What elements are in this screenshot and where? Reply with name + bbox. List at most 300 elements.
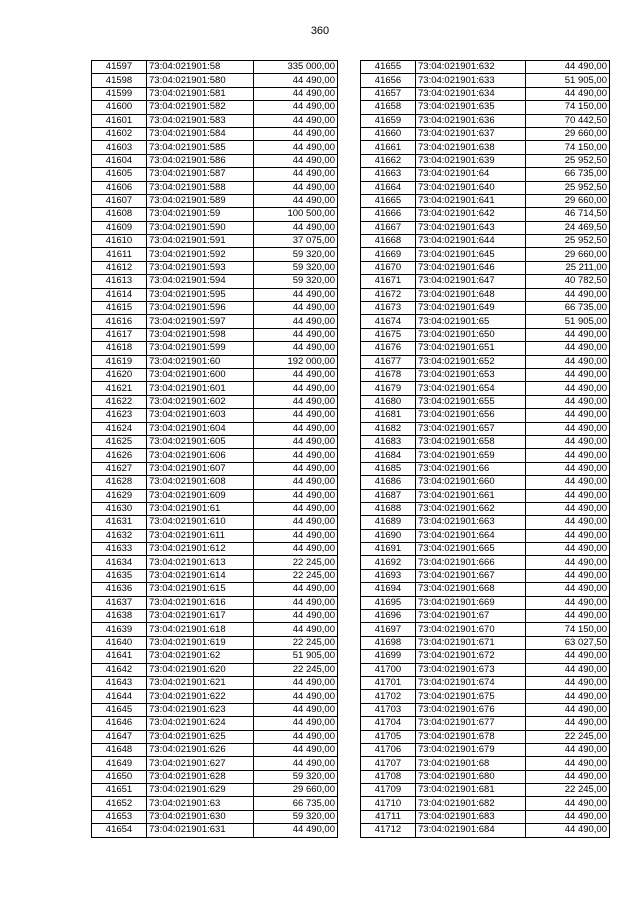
cadastral-number: 73:04:021901:590 bbox=[147, 221, 254, 234]
table-row bbox=[92, 114, 338, 127]
cadastral-number: 73:04:021901:585 bbox=[147, 141, 254, 154]
table-row bbox=[92, 476, 338, 489]
cadastral-value: 59 320,00 bbox=[254, 770, 338, 783]
row-number: 41667 bbox=[361, 221, 416, 234]
cadastral-number: 73:04:021901:665 bbox=[416, 543, 526, 556]
table-row bbox=[92, 703, 338, 716]
cadastral-number: 73:04:021901:586 bbox=[147, 154, 254, 167]
cadastral-value: 44 490,00 bbox=[526, 676, 610, 689]
cadastral-number: 73:04:021901:591 bbox=[147, 235, 254, 248]
cadastral-number: 73:04:021901:67 bbox=[416, 610, 526, 623]
cadastral-number: 73:04:021901:659 bbox=[416, 449, 526, 462]
cadastral-value: 44 490,00 bbox=[526, 610, 610, 623]
table-row bbox=[92, 596, 338, 609]
cadastral-value: 22 245,00 bbox=[254, 556, 338, 569]
row-number: 41660 bbox=[361, 127, 416, 140]
cadastral-number: 73:04:021901:682 bbox=[416, 797, 526, 810]
table-row bbox=[92, 154, 338, 167]
cadastral-value: 44 490,00 bbox=[254, 449, 338, 462]
cadastral-number: 73:04:021901:616 bbox=[147, 596, 254, 609]
row-number: 41696 bbox=[361, 610, 416, 623]
cadastral-number: 73:04:021901:623 bbox=[147, 703, 254, 716]
table-row bbox=[361, 168, 610, 181]
table-row bbox=[361, 154, 610, 167]
cadastral-number: 73:04:021901:581 bbox=[147, 87, 254, 100]
cadastral-value: 44 490,00 bbox=[254, 583, 338, 596]
table-row bbox=[361, 502, 610, 515]
cadastral-value: 22 245,00 bbox=[254, 569, 338, 582]
row-number: 41683 bbox=[361, 435, 416, 448]
row-number: 41629 bbox=[92, 489, 147, 502]
cadastral-number: 73:04:021901:633 bbox=[416, 74, 526, 87]
cadastral-value: 44 490,00 bbox=[526, 516, 610, 529]
cadastral-value: 44 490,00 bbox=[526, 743, 610, 756]
row-number: 41639 bbox=[92, 623, 147, 636]
row-number: 41688 bbox=[361, 502, 416, 515]
table-row bbox=[361, 315, 610, 328]
cadastral-value: 44 490,00 bbox=[254, 382, 338, 395]
row-number: 41625 bbox=[92, 435, 147, 448]
cadastral-value: 44 490,00 bbox=[254, 502, 338, 515]
cadastral-value: 44 490,00 bbox=[254, 543, 338, 556]
cadastral-value: 44 490,00 bbox=[526, 328, 610, 341]
table-row bbox=[92, 730, 338, 743]
cadastral-value: 44 490,00 bbox=[526, 435, 610, 448]
table-row bbox=[92, 690, 338, 703]
cadastral-value: 59 320,00 bbox=[254, 275, 338, 288]
cadastral-number: 73:04:021901:608 bbox=[147, 476, 254, 489]
table-row bbox=[361, 302, 610, 315]
cadastral-number: 73:04:021901:592 bbox=[147, 248, 254, 261]
row-number: 41698 bbox=[361, 636, 416, 649]
cadastral-value: 44 490,00 bbox=[254, 302, 338, 315]
table-row bbox=[92, 810, 338, 823]
table-row bbox=[361, 288, 610, 301]
cadastral-value: 29 660,00 bbox=[526, 248, 610, 261]
cadastral-number: 73:04:021901:66 bbox=[416, 462, 526, 475]
cadastral-number: 73:04:021901:609 bbox=[147, 489, 254, 502]
cadastral-number: 73:04:021901:668 bbox=[416, 583, 526, 596]
cadastral-value: 44 490,00 bbox=[526, 663, 610, 676]
page-number: 360 bbox=[310, 25, 330, 37]
cadastral-value: 22 245,00 bbox=[254, 636, 338, 649]
table-row bbox=[361, 676, 610, 689]
row-number: 41646 bbox=[92, 717, 147, 730]
cadastral-number: 73:04:021901:584 bbox=[147, 127, 254, 140]
table-row bbox=[92, 650, 338, 663]
cadastral-value: 44 490,00 bbox=[254, 690, 338, 703]
row-number: 41712 bbox=[361, 824, 416, 837]
table-row bbox=[92, 101, 338, 114]
cadastral-number: 73:04:021901:650 bbox=[416, 328, 526, 341]
table-row bbox=[361, 489, 610, 502]
row-number: 41649 bbox=[92, 757, 147, 770]
cadastral-number: 73:04:021901:660 bbox=[416, 476, 526, 489]
row-number: 41615 bbox=[92, 302, 147, 315]
table-row bbox=[361, 757, 610, 770]
cadastral-value: 44 490,00 bbox=[254, 101, 338, 114]
cadastral-number: 73:04:021901:661 bbox=[416, 489, 526, 502]
cadastral-value: 44 490,00 bbox=[254, 435, 338, 448]
table-row bbox=[361, 127, 610, 140]
cadastral-number: 73:04:021901:587 bbox=[147, 168, 254, 181]
table-row bbox=[361, 770, 610, 783]
cadastral-value: 44 490,00 bbox=[254, 395, 338, 408]
table-row bbox=[92, 516, 338, 529]
cadastral-number: 73:04:021901:673 bbox=[416, 663, 526, 676]
table-row bbox=[92, 168, 338, 181]
table-row bbox=[92, 569, 338, 582]
cadastral-number: 73:04:021901:625 bbox=[147, 730, 254, 743]
cadastral-value: 44 490,00 bbox=[526, 703, 610, 716]
row-number: 41679 bbox=[361, 382, 416, 395]
row-number: 41648 bbox=[92, 743, 147, 756]
row-number: 41604 bbox=[92, 154, 147, 167]
cadastral-number: 73:04:021901:684 bbox=[416, 824, 526, 837]
table-row bbox=[361, 248, 610, 261]
table-row bbox=[92, 502, 338, 515]
table-row bbox=[92, 717, 338, 730]
table-row bbox=[92, 288, 338, 301]
cadastral-value: 25 952,50 bbox=[526, 235, 610, 248]
row-number: 41597 bbox=[92, 61, 147, 74]
table-row bbox=[361, 235, 610, 248]
cadastral-value: 44 490,00 bbox=[526, 569, 610, 582]
cadastral-value: 44 490,00 bbox=[526, 368, 610, 381]
row-number: 41603 bbox=[92, 141, 147, 154]
cadastral-number: 73:04:021901:640 bbox=[416, 181, 526, 194]
table-row bbox=[92, 583, 338, 596]
row-number: 41620 bbox=[92, 368, 147, 381]
cadastral-value: 44 490,00 bbox=[254, 610, 338, 623]
cadastral-number: 73:04:021901:671 bbox=[416, 636, 526, 649]
cadastral-number: 73:04:021901:597 bbox=[147, 315, 254, 328]
table-row bbox=[361, 516, 610, 529]
row-number: 41709 bbox=[361, 784, 416, 797]
table-row bbox=[361, 529, 610, 542]
row-number: 41659 bbox=[361, 114, 416, 127]
row-number: 41611 bbox=[92, 248, 147, 261]
cadastral-value: 66 735,00 bbox=[254, 797, 338, 810]
table-row bbox=[361, 422, 610, 435]
table-row bbox=[92, 529, 338, 542]
cadastral-value: 44 490,00 bbox=[254, 181, 338, 194]
cadastral-value: 44 490,00 bbox=[254, 127, 338, 140]
table-row bbox=[361, 261, 610, 274]
cadastral-value: 74 150,00 bbox=[526, 623, 610, 636]
table-row bbox=[361, 650, 610, 663]
row-number: 41691 bbox=[361, 543, 416, 556]
table-row bbox=[361, 101, 610, 114]
cadastral-number: 73:04:021901:620 bbox=[147, 663, 254, 676]
cadastral-number: 73:04:021901:655 bbox=[416, 395, 526, 408]
table-row bbox=[92, 824, 338, 837]
cadastral-number: 73:04:021901:679 bbox=[416, 743, 526, 756]
row-number: 41701 bbox=[361, 676, 416, 689]
cadastral-number: 73:04:021901:621 bbox=[147, 676, 254, 689]
table-row bbox=[92, 181, 338, 194]
cadastral-value: 44 490,00 bbox=[254, 489, 338, 502]
cadastral-value: 44 490,00 bbox=[254, 676, 338, 689]
row-number: 41643 bbox=[92, 676, 147, 689]
row-number: 41621 bbox=[92, 382, 147, 395]
table-row bbox=[92, 74, 338, 87]
row-number: 41622 bbox=[92, 395, 147, 408]
cadastral-number: 73:04:021901:604 bbox=[147, 422, 254, 435]
row-number: 41618 bbox=[92, 342, 147, 355]
table-row bbox=[361, 328, 610, 341]
row-number: 41682 bbox=[361, 422, 416, 435]
row-number: 41693 bbox=[361, 569, 416, 582]
row-number: 41652 bbox=[92, 797, 147, 810]
row-number: 41623 bbox=[92, 409, 147, 422]
row-number: 41702 bbox=[361, 690, 416, 703]
row-number: 41671 bbox=[361, 275, 416, 288]
cadastral-value: 70 442,50 bbox=[526, 114, 610, 127]
cadastral-number: 73:04:021901:663 bbox=[416, 516, 526, 529]
cadastral-number: 73:04:021901:681 bbox=[416, 784, 526, 797]
row-number: 41628 bbox=[92, 476, 147, 489]
cadastral-number: 73:04:021901:624 bbox=[147, 717, 254, 730]
table-row bbox=[361, 194, 610, 207]
row-number: 41607 bbox=[92, 194, 147, 207]
row-number: 41708 bbox=[361, 770, 416, 783]
cadastral-number: 73:04:021901:632 bbox=[416, 61, 526, 74]
cadastral-number: 73:04:021901:58 bbox=[147, 61, 254, 74]
cadastral-value: 51 905,00 bbox=[526, 315, 610, 328]
row-number: 41670 bbox=[361, 261, 416, 274]
table-row bbox=[361, 556, 610, 569]
table-row bbox=[92, 797, 338, 810]
cadastral-value: 44 490,00 bbox=[254, 141, 338, 154]
row-number: 41601 bbox=[92, 114, 147, 127]
cadastral-number: 73:04:021901:648 bbox=[416, 288, 526, 301]
cadastral-number: 73:04:021901:657 bbox=[416, 422, 526, 435]
table-row bbox=[92, 275, 338, 288]
cadastral-value: 44 490,00 bbox=[254, 368, 338, 381]
cadastral-number: 73:04:021901:651 bbox=[416, 342, 526, 355]
cadastral-number: 73:04:021901:588 bbox=[147, 181, 254, 194]
table-row bbox=[92, 208, 338, 221]
cadastral-value: 44 490,00 bbox=[526, 583, 610, 596]
cadastral-value: 44 490,00 bbox=[526, 61, 610, 74]
table-row bbox=[92, 422, 338, 435]
row-number: 41641 bbox=[92, 650, 147, 663]
row-number: 41704 bbox=[361, 717, 416, 730]
cadastral-value: 44 490,00 bbox=[526, 342, 610, 355]
table-row bbox=[361, 476, 610, 489]
row-number: 41680 bbox=[361, 395, 416, 408]
table-row bbox=[361, 743, 610, 756]
cadastral-value: 100 500,00 bbox=[254, 208, 338, 221]
cadastral-value: 44 490,00 bbox=[254, 824, 338, 837]
row-number: 41665 bbox=[361, 194, 416, 207]
parcel-table-right bbox=[360, 60, 610, 838]
row-number: 41645 bbox=[92, 703, 147, 716]
cadastral-number: 73:04:021901:634 bbox=[416, 87, 526, 100]
cadastral-value: 44 490,00 bbox=[254, 516, 338, 529]
cadastral-number: 73:04:021901:647 bbox=[416, 275, 526, 288]
cadastral-number: 73:04:021901:602 bbox=[147, 395, 254, 408]
cadastral-number: 73:04:021901:635 bbox=[416, 101, 526, 114]
cadastral-number: 73:04:021901:646 bbox=[416, 261, 526, 274]
table-row bbox=[361, 61, 610, 74]
row-number: 41617 bbox=[92, 328, 147, 341]
cadastral-value: 44 490,00 bbox=[254, 114, 338, 127]
cadastral-value: 44 490,00 bbox=[526, 476, 610, 489]
row-number: 41612 bbox=[92, 261, 147, 274]
row-number: 41681 bbox=[361, 409, 416, 422]
cadastral-number: 73:04:021901:677 bbox=[416, 717, 526, 730]
cadastral-number: 73:04:021901:598 bbox=[147, 328, 254, 341]
table-row bbox=[361, 368, 610, 381]
table-row bbox=[361, 543, 610, 556]
table-row bbox=[361, 596, 610, 609]
row-number: 41627 bbox=[92, 462, 147, 475]
table-row bbox=[361, 583, 610, 596]
row-number: 41676 bbox=[361, 342, 416, 355]
cadastral-value: 29 660,00 bbox=[254, 784, 338, 797]
cadastral-number: 73:04:021901:667 bbox=[416, 569, 526, 582]
cadastral-number: 73:04:021901:627 bbox=[147, 757, 254, 770]
cadastral-number: 73:04:021901:678 bbox=[416, 730, 526, 743]
cadastral-number: 73:04:021901:636 bbox=[416, 114, 526, 127]
table-row bbox=[361, 797, 610, 810]
table-row bbox=[361, 462, 610, 475]
table-row bbox=[361, 208, 610, 221]
row-number: 41635 bbox=[92, 569, 147, 582]
row-number: 41634 bbox=[92, 556, 147, 569]
row-number: 41695 bbox=[361, 596, 416, 609]
table-row bbox=[92, 382, 338, 395]
cadastral-value: 25 952,50 bbox=[526, 181, 610, 194]
row-number: 41697 bbox=[361, 623, 416, 636]
cadastral-number: 73:04:021901:605 bbox=[147, 435, 254, 448]
cadastral-value: 44 490,00 bbox=[526, 770, 610, 783]
cadastral-number: 73:04:021901:610 bbox=[147, 516, 254, 529]
cadastral-value: 44 490,00 bbox=[254, 757, 338, 770]
cadastral-value: 66 735,00 bbox=[526, 302, 610, 315]
cadastral-number: 73:04:021901:654 bbox=[416, 382, 526, 395]
row-number: 41703 bbox=[361, 703, 416, 716]
table-row bbox=[361, 810, 610, 823]
table-row bbox=[92, 663, 338, 676]
cadastral-value: 44 490,00 bbox=[254, 154, 338, 167]
table-row bbox=[92, 127, 338, 140]
cadastral-value: 44 490,00 bbox=[526, 529, 610, 542]
cadastral-value: 44 490,00 bbox=[526, 556, 610, 569]
cadastral-number: 73:04:021901:674 bbox=[416, 676, 526, 689]
cadastral-number: 73:04:021901:639 bbox=[416, 154, 526, 167]
cadastral-number: 73:04:021901:596 bbox=[147, 302, 254, 315]
table-row bbox=[92, 623, 338, 636]
cadastral-number: 73:04:021901:638 bbox=[416, 141, 526, 154]
table-row bbox=[92, 743, 338, 756]
row-number: 41687 bbox=[361, 489, 416, 502]
cadastral-value: 44 490,00 bbox=[254, 409, 338, 422]
cadastral-number: 73:04:021901:628 bbox=[147, 770, 254, 783]
row-number: 41644 bbox=[92, 690, 147, 703]
row-number: 41636 bbox=[92, 583, 147, 596]
table-row bbox=[92, 636, 338, 649]
cadastral-value: 44 490,00 bbox=[254, 596, 338, 609]
cadastral-value: 44 490,00 bbox=[526, 690, 610, 703]
cadastral-value: 44 490,00 bbox=[526, 717, 610, 730]
row-number: 41661 bbox=[361, 141, 416, 154]
row-number: 41619 bbox=[92, 355, 147, 368]
cadastral-number: 73:04:021901:594 bbox=[147, 275, 254, 288]
cadastral-number: 73:04:021901:630 bbox=[147, 810, 254, 823]
row-number: 41656 bbox=[361, 74, 416, 87]
cadastral-value: 29 660,00 bbox=[526, 127, 610, 140]
row-number: 41662 bbox=[361, 154, 416, 167]
cadastral-number: 73:04:021901:580 bbox=[147, 74, 254, 87]
cadastral-number: 73:04:021901:613 bbox=[147, 556, 254, 569]
table-row bbox=[92, 556, 338, 569]
cadastral-number: 73:04:021901:68 bbox=[416, 757, 526, 770]
cadastral-value: 44 490,00 bbox=[254, 328, 338, 341]
cadastral-value: 44 490,00 bbox=[526, 824, 610, 837]
cadastral-value: 59 320,00 bbox=[254, 810, 338, 823]
cadastral-number: 73:04:021901:583 bbox=[147, 114, 254, 127]
table-row bbox=[361, 342, 610, 355]
row-number: 41706 bbox=[361, 743, 416, 756]
table-row bbox=[361, 663, 610, 676]
table-row bbox=[92, 221, 338, 234]
table-row bbox=[361, 449, 610, 462]
cadastral-value: 44 490,00 bbox=[526, 395, 610, 408]
table-row bbox=[92, 87, 338, 100]
row-number: 41686 bbox=[361, 476, 416, 489]
row-number: 41651 bbox=[92, 784, 147, 797]
cadastral-number: 73:04:021901:644 bbox=[416, 235, 526, 248]
cadastral-value: 44 490,00 bbox=[526, 462, 610, 475]
cadastral-value: 59 320,00 bbox=[254, 261, 338, 274]
table-row bbox=[361, 703, 610, 716]
cadastral-value: 25 952,50 bbox=[526, 154, 610, 167]
table-row bbox=[361, 382, 610, 395]
table-row bbox=[92, 395, 338, 408]
cadastral-value: 44 490,00 bbox=[526, 449, 610, 462]
cadastral-value: 44 490,00 bbox=[526, 797, 610, 810]
cadastral-number: 73:04:021901:631 bbox=[147, 824, 254, 837]
cadastral-number: 73:04:021901:64 bbox=[416, 168, 526, 181]
cadastral-number: 73:04:021901:595 bbox=[147, 288, 254, 301]
cadastral-value: 74 150,00 bbox=[526, 101, 610, 114]
table-row bbox=[361, 87, 610, 100]
cadastral-value: 44 490,00 bbox=[526, 288, 610, 301]
table-row bbox=[92, 757, 338, 770]
table-row bbox=[361, 824, 610, 837]
cadastral-value: 44 490,00 bbox=[526, 422, 610, 435]
cadastral-value: 44 490,00 bbox=[526, 502, 610, 515]
table-row bbox=[361, 636, 610, 649]
table-row bbox=[92, 355, 338, 368]
row-number: 41606 bbox=[92, 181, 147, 194]
cadastral-number: 73:04:021901:645 bbox=[416, 248, 526, 261]
cadastral-number: 73:04:021901:593 bbox=[147, 261, 254, 274]
row-number: 41631 bbox=[92, 516, 147, 529]
cadastral-number: 73:04:021901:589 bbox=[147, 194, 254, 207]
cadastral-number: 73:04:021901:600 bbox=[147, 368, 254, 381]
cadastral-value: 37 075,00 bbox=[254, 235, 338, 248]
cadastral-value: 44 490,00 bbox=[254, 529, 338, 542]
row-number: 41600 bbox=[92, 101, 147, 114]
cadastral-number: 73:04:021901:612 bbox=[147, 543, 254, 556]
table-row bbox=[92, 261, 338, 274]
row-number: 41638 bbox=[92, 610, 147, 623]
cadastral-value: 25 211,00 bbox=[526, 261, 610, 274]
